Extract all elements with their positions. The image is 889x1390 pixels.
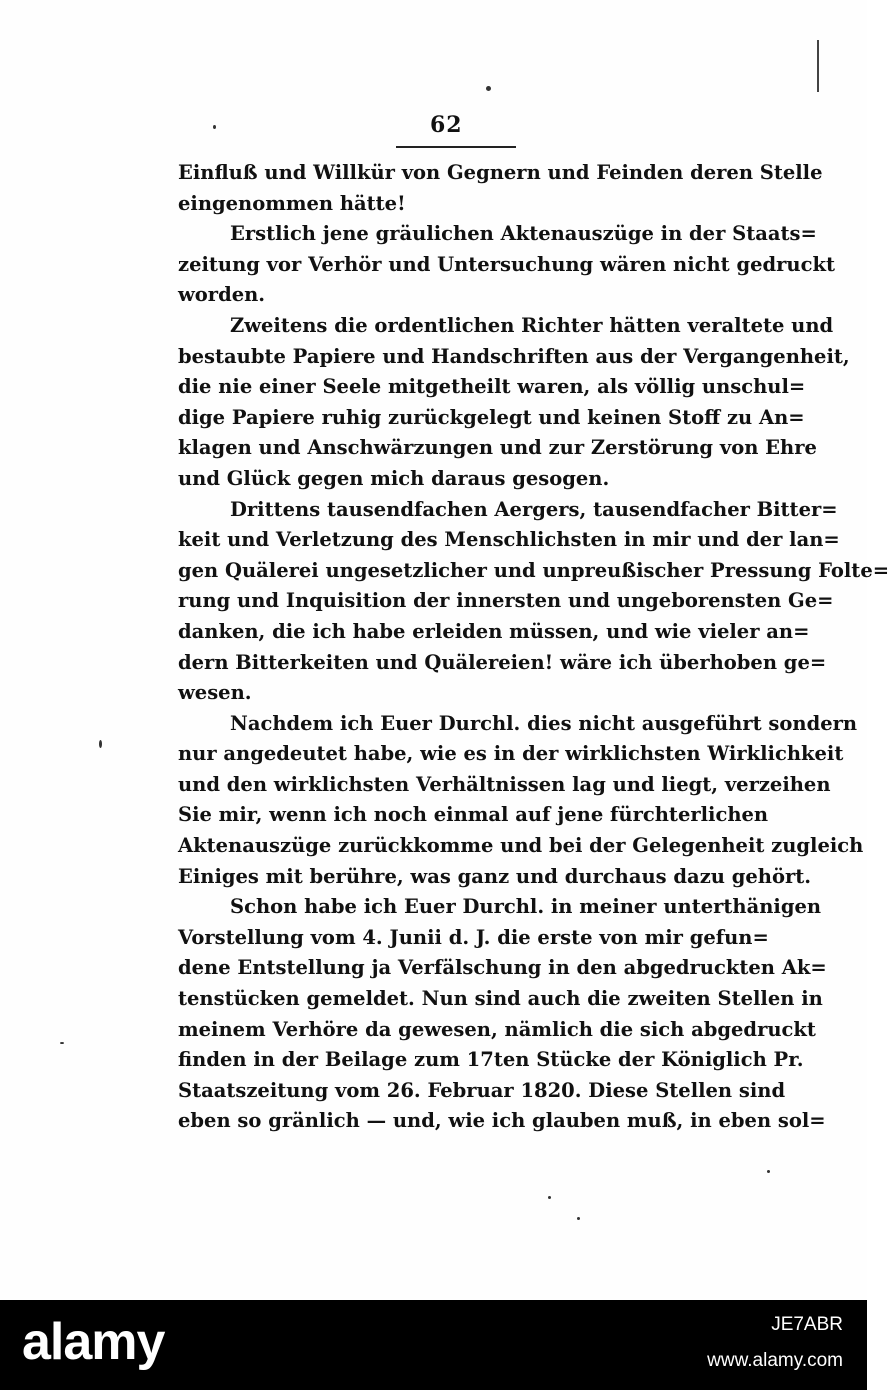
scan-speck <box>213 125 216 129</box>
text-line: Aktenauszüge zurückkomme und bei der Gelegenheit zugleich <box>178 834 864 858</box>
scan-speck <box>548 1196 551 1199</box>
text-line: Zweitens die ordentlichen Richter hätten veraltete und <box>230 313 834 337</box>
alamy-logo: alamy <box>22 1313 165 1371</box>
text-line: Drittens tausendfachen Aergers, tausendfacher Bitter= <box>230 497 838 521</box>
image-id: JE7ABR <box>771 1314 843 1335</box>
scan-speck <box>60 1042 64 1044</box>
scan-speck <box>486 86 491 91</box>
text-line: Einfluß und Willkür von Gegnern und Feinden deren Stelle <box>178 161 823 184</box>
text-line: nur angedeutet habe, wie es in der wirklichsten Wirklichkeit <box>178 742 844 766</box>
body-text <box>178 158 889 1137</box>
text-line: und den wirklichsten Verhältnissen lag und liegt, verzeihen <box>178 772 831 796</box>
text-line: Staatszeitung vom 26. Februar 1820. Diese Stellen sind <box>178 1078 786 1102</box>
text-line: dige Papiere ruhig zurückgelegt und keinen Stoff zu An= <box>178 405 805 429</box>
text-line: eben so gränlich — und, wie ich glauben muß, in eben sol= <box>178 1109 826 1133</box>
scan-speck <box>577 1217 580 1220</box>
text-line: wesen. <box>178 681 252 705</box>
text-line: Sie mir, wenn ich noch einmal auf jene fürchterlichen <box>178 803 769 827</box>
text-line: dene Entstellung ja Verfälschung in den abgedruckten Ak= <box>178 956 827 980</box>
text-line: klagen und Anschwärzungen und zur Zerstörung von Ehre <box>178 436 817 460</box>
text-line: Schon habe ich Euer Durchl. in meiner unterthänigen <box>230 895 822 919</box>
page-number: 62 <box>430 112 463 138</box>
text-line: worden. <box>178 283 266 307</box>
text-line: die nie einer Seele mitgetheilt waren, als völlig unschul= <box>178 375 806 399</box>
text-line: finden in der Beilage zum 17ten Stücke der Königlich Pr. <box>178 1048 804 1072</box>
text-line: zeitung vor Verhör und Untersuchung wären nicht gedruckt <box>178 252 835 276</box>
text-line: Vorstellung vom 4. Junii d. J. die erste von mir gefun= <box>178 925 769 949</box>
text-line: dern Bitterkeiten und Quälereien! wäre ich überhoben ge= <box>178 650 827 674</box>
text-line: Einiges mit berühre, was ganz und durchaus dazu gehört. <box>178 864 812 888</box>
scan-edge-mark <box>817 40 819 92</box>
text-line: gen Quälerei ungesetzlicher und unpreußischer Pressung Folte= <box>178 558 889 582</box>
text-line: bestaubte Papiere und Handschriften aus der Vergangenheit, <box>178 344 850 368</box>
text-line: Erstlich jene gräulichen Aktenauszüge in der Staats= <box>230 222 817 246</box>
text-line: meinem Verhöre da gewesen, nämlich die sich abgedruckt <box>178 1017 816 1041</box>
text-line: und Glück gegen mich daraus gesogen. <box>178 466 610 490</box>
page-number-rule <box>396 146 516 148</box>
text-line: keit und Verletzung des Menschlichsten in mir und der lan= <box>178 528 840 552</box>
text-line: Nachdem ich Euer Durchl. dies nicht ausgeführt sondern <box>230 711 858 735</box>
text-line: rung und Inquisition der innersten und ungeborensten Ge= <box>178 589 834 613</box>
text-line: eingenommen hätte! <box>178 191 406 215</box>
text-line: danken, die ich habe erleiden müssen, und wie vieler an= <box>178 619 810 643</box>
scan-speck <box>99 740 102 748</box>
scan-speck <box>767 1170 770 1173</box>
site-url: www.alamy.com <box>707 1350 843 1371</box>
text-line: tenstücken gemeldet. Nun sind auch die zweiten Stellen in <box>178 987 823 1011</box>
